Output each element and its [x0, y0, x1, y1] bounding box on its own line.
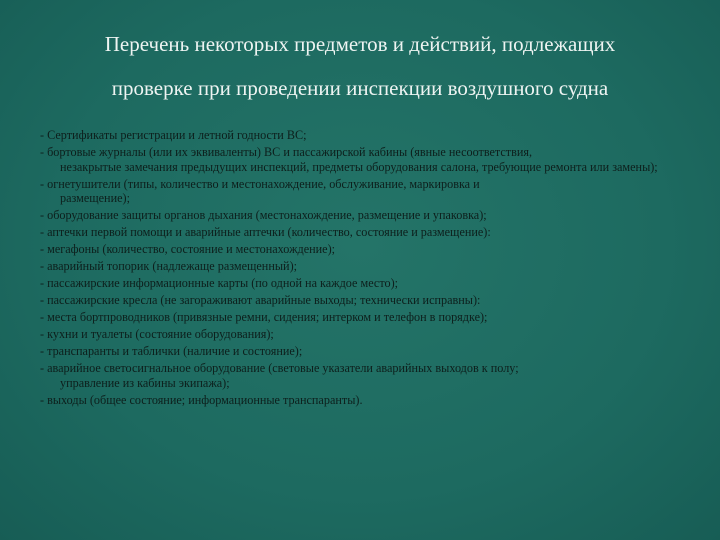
list-item: [40, 276, 690, 291]
list-item-text: - оборудование защиты органов дыхания (местонахождение, размещение и упаковка);: [40, 208, 487, 223]
list-item: [40, 327, 690, 342]
list-item-text: - аптечки первой помощи и аварийные аптечки (количество, состояние и размещение):: [40, 225, 491, 240]
list-item-continuation: управление из кабины экипажа);: [60, 375, 230, 390]
title-line-1: Перечень некоторых предметов и действий, подлежащих: [104, 32, 616, 56]
list-item: [40, 242, 690, 257]
list-item-text: - аварийный топорик (надлежаще размещенный);: [40, 259, 298, 274]
list-item-continuation: незакрытые замечания предыдущих инспекций, предметы оборудования салона, требующие ремонта или замены);: [60, 159, 658, 174]
list-item: [40, 128, 690, 143]
list-item: [40, 293, 690, 308]
list-item: [40, 177, 690, 206]
title-line-2: проверке при проведении инспекции воздушного судна: [111, 76, 609, 100]
list-item: [40, 310, 690, 325]
list-item-text: - пассажирские информационные карты (по одной на каждое место);: [40, 276, 399, 291]
list-item: [40, 361, 690, 390]
list-item-text: - огнетушители (типы, количество и местонахождение, обслуживание, маркировка и: [40, 176, 480, 191]
list-item-text: - транспаранты и таблички (наличие и состояние);: [40, 344, 303, 359]
list-item: [40, 145, 690, 174]
list-item: [40, 393, 690, 408]
list-item-text: - места бортпроводников (привязные ремни, сидения; интерком и телефон в порядке);: [40, 310, 488, 325]
list-item: [40, 208, 690, 223]
list-item-text: - аварийное светосигнальное оборудование (световые указатели аварийных выходов к полу;: [40, 361, 519, 375]
list-item-continuation: размещение);: [60, 191, 130, 206]
list-item-text: - Сертификаты регистрации и летной годности ВС;: [40, 128, 307, 142]
list-item-text: - кухни и туалеты (состояние оборудования);: [40, 327, 274, 342]
inspection-checklist: [40, 128, 690, 410]
list-item: [40, 225, 690, 240]
list-item-text: - бортовые журналы (или их эквиваленты) ВС и пассажирской кабины (явные несоответствия,: [40, 144, 533, 159]
page-title: [20, 22, 700, 110]
list-item-text: - пассажирские кресла (не загораживают аварийные выходы; технически исправны):: [40, 293, 481, 308]
list-item: [40, 259, 690, 274]
list-item-text: - выходы (общее состояние; информационные транспаранты).: [40, 392, 363, 407]
list-item-text: - мегафоны (количество, состояние и местонахождение);: [40, 242, 336, 257]
list-item: [40, 344, 690, 359]
